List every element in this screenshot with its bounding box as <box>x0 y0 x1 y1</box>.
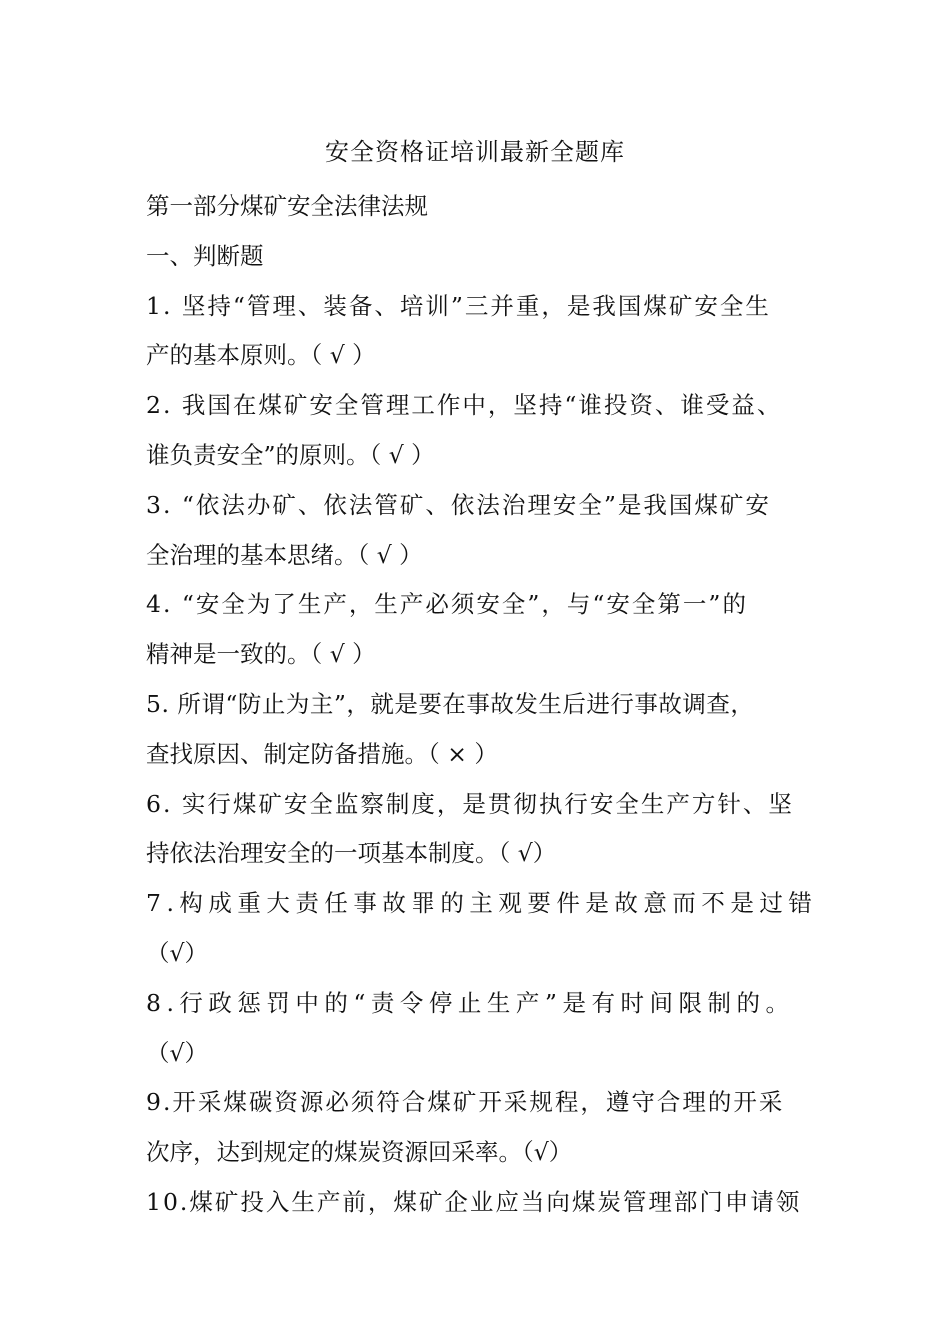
question-2-line-1: 2. 我国在煤矿安全管理工作中，坚持“谁投资、谁受益、 <box>146 391 783 420</box>
question-6-line-1: 6. 实行煤矿安全监察制度，是贯彻执行安全生产方针、坚 <box>146 789 794 818</box>
question-6-line-2: 持依法治理安全的一项基本制度。（ √） <box>146 839 557 868</box>
question-8-line-2: （√） <box>146 1038 208 1067</box>
question-4-line-1: 4. “安全为了生产，生产必须安全”，与“安全第一”的 <box>146 590 748 619</box>
section-heading: 第一部分煤矿安全法律法规 <box>146 192 428 220</box>
question-9-line-1: 9.开采煤碳资源必须符合煤矿开采规程，遵守合理的开采 <box>146 1088 785 1117</box>
question-1-line-2: 产的基本原则。（ √ ） <box>146 341 376 370</box>
question-7-line-2: （√） <box>146 938 208 967</box>
subsection-heading: 一、判断题 <box>146 241 264 270</box>
question-5-line-2: 查找原因、制定防备措施。（ × ） <box>146 739 498 768</box>
question-8-line-1: 8.行政惩罚中的“责令停止生产”是有时间限制的。 <box>146 988 795 1017</box>
question-1-line-1: 1. 坚持“管理、装备、培训”三并重，是我国煤矿安全生 <box>146 291 771 320</box>
document-title: 安全资格证培训最新全题库 <box>325 138 625 166</box>
question-4-line-2: 精神是一致的。（ √ ） <box>146 640 376 669</box>
question-7-line-1: 7.构成重大责任事故罪的主观要件是故意而不是过错 <box>146 889 818 918</box>
question-2-line-2: 谁负责安全”的原则。（ √ ） <box>146 440 435 469</box>
question-5-line-1: 5. 所谓“防止为主”，就是要在事故发生后进行事故调查， <box>146 689 755 718</box>
question-9-line-2: 次序，达到规定的煤炭资源回采率。（√） <box>146 1138 573 1167</box>
question-3-line-1: 3. “依法办矿、依法管矿、依法治理安全”是我国煤矿安 <box>146 490 771 519</box>
question-3-line-2: 全治理的基本思绪。（ √ ） <box>146 540 423 569</box>
document-body <box>146 182 818 1228</box>
question-10-line-1: 10.煤矿投入生产前，煤矿企业应当向煤炭管理部门申请领 <box>146 1187 802 1216</box>
